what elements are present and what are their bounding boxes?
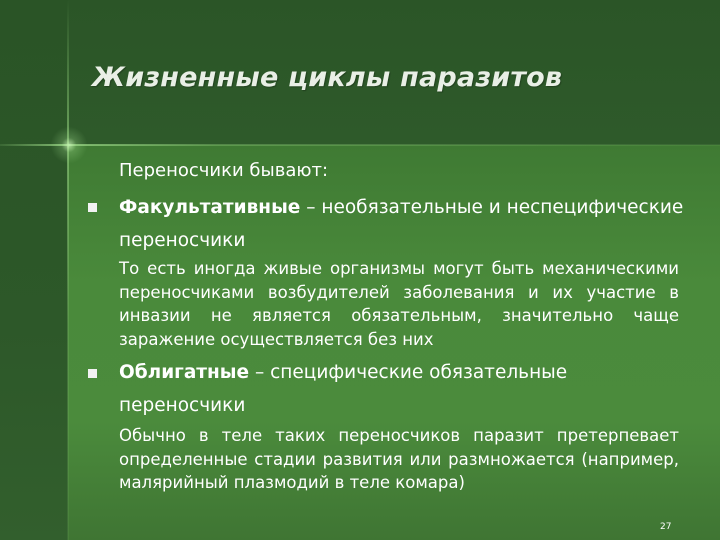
definition-facultative: – необязательные и неспецифические переносчики [119,197,684,251]
page-number: 27 [660,522,672,532]
list-item-facultative [119,191,689,257]
left-band [0,0,68,540]
slide-title: Жизненные циклы паразитов [92,62,563,93]
detail-obligate: Обычно в теле таких переносчиков паразит претерпевает определенные стадии развития или размножается (например, малярийный плазмодий в теле комара) [119,426,679,492]
bullet-icon [88,369,97,378]
definition-obligate: – специфические обязательные переносчики [119,362,568,416]
list-item-obligate [119,356,689,422]
term-facultative: Факультативные [119,197,301,218]
vertical-accent-line [67,0,69,540]
intro-text: Переносчики бывают: [119,160,329,181]
horizontal-accent-line [0,144,720,146]
detail-facultative: То есть иногда живые организмы могут быть механическими переносчиками возбудителей заболевания и их участие в инвазии не является обязательным, значительно чаще заражение осуществляется без них [119,259,679,349]
glint-accent [40,116,98,174]
bullet-icon [88,203,97,212]
term-obligate: Облигатные [119,362,250,383]
